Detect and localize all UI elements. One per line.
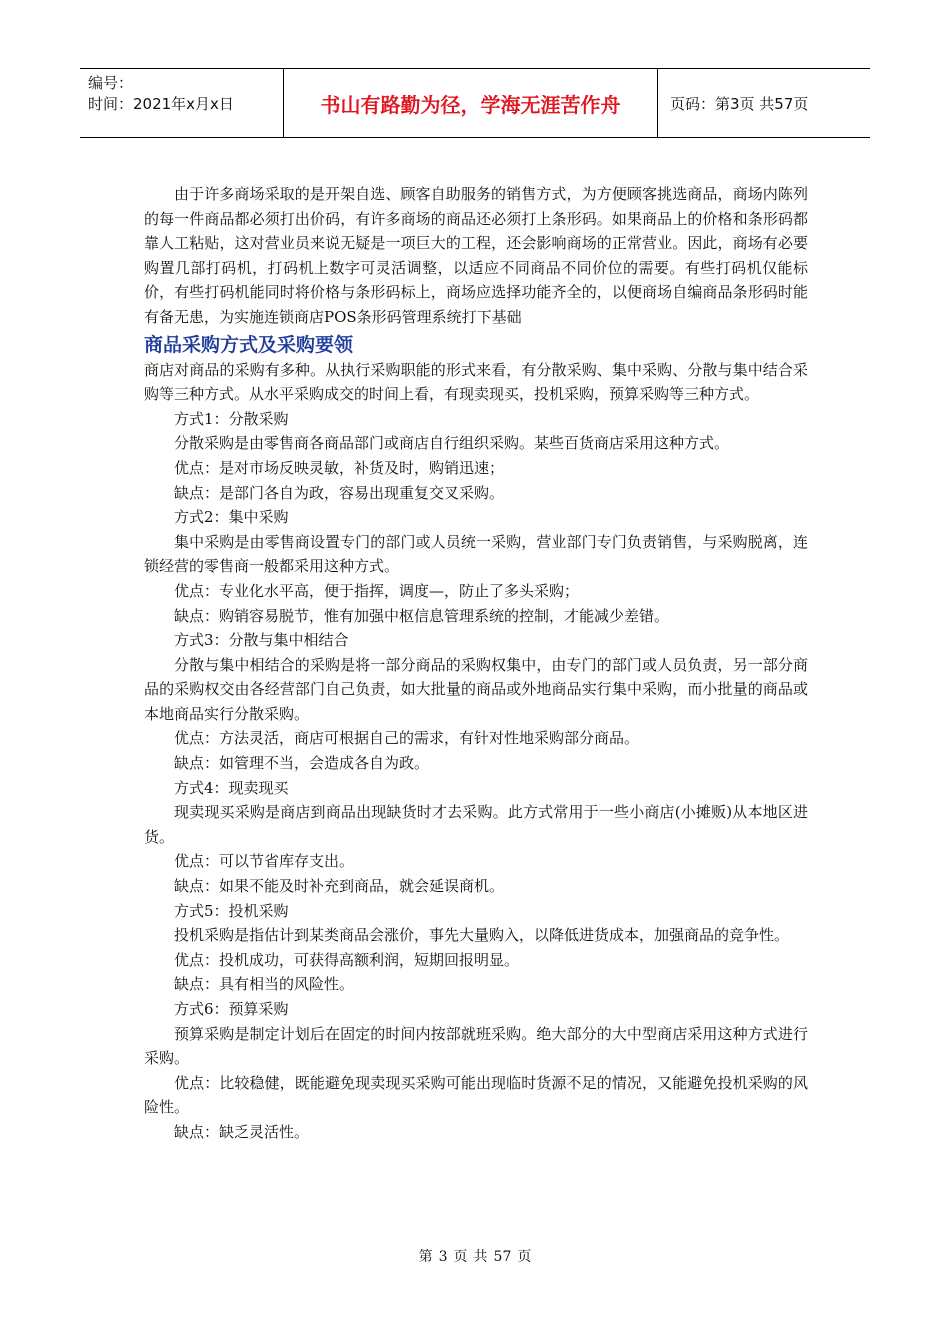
header-left-cell xyxy=(80,69,284,137)
method-desc: 集中采购是由零售商设置专门的部门或人员统一采购，营业部门专门负责销售，与采购脱离，连锁经营的零售商一般都采用这种方式。 xyxy=(144,532,808,576)
document-body xyxy=(144,182,808,1145)
page-footer xyxy=(0,1246,950,1266)
method-pros: 优点：专业化水平高，便于指挥，调度—，防止了多头采购； xyxy=(174,581,580,600)
method-desc: 分散采购是由零售商各商品部门或商店自行组织采购。某些百货商店采用这种方式。 xyxy=(174,434,730,453)
footer-ye: 页 xyxy=(453,1249,468,1265)
method-cons: 缺点：是部门各自为政，容易出现重复交叉采购。 xyxy=(174,483,505,502)
method-desc: 分散与集中相结合的采购是将一部分商品的采购权集中，由专门的部门或人员负责，另一部分商品的采购权交由各经营部门自己负责，如大批量的商品或外地商品实行集中采购，而小批量的商品或本地商品实行分散采购。 xyxy=(144,655,808,723)
footer-page-number: 3 xyxy=(438,1249,448,1265)
method-pros: 优点：可以节省库存支出。 xyxy=(174,852,355,871)
method-desc: 现卖现买采购是商店到商品出现缺货时才去采购。此方式常用于一些小商店(小摊贩)从本地区进货。 xyxy=(144,803,808,846)
footer-total-pages: 57 xyxy=(493,1249,512,1265)
method-title: 方式3：分散与集中相结合 xyxy=(174,631,349,650)
section-intro: 商店对商品的采购有多种。从执行采购职能的形式来看，有分散采购、集中采购、分散与集中结合采购等三种方式。从水平采购成交的时间上看，有现卖现买，投机采购，预算采购等三种方式。 xyxy=(144,360,808,404)
page-header xyxy=(80,68,870,138)
footer-ye: 页 xyxy=(517,1249,532,1265)
method-pros: 优点：方法灵活，商店可根据自己的需求，有针对性地采购部分商品。 xyxy=(174,729,640,748)
method-title: 方式5：投机采购 xyxy=(174,901,289,920)
header-page-info: 页码：第3页 共57页 xyxy=(670,94,809,113)
doc-time-label: 时间：2021年x月x日 xyxy=(88,95,234,113)
method-title: 方式4：现卖现买 xyxy=(174,778,289,797)
method-pros: 优点：是对市场反映灵敏，补货及时，购销迅速； xyxy=(174,458,505,477)
method-desc: 投机采购是指估计到某类商品会涨价，事先大量购入，以降低进货成本，加强商品的竞争性。 xyxy=(174,926,790,945)
section-title: 商品采购方式及采购要领 xyxy=(144,333,354,356)
method-cons: 缺点：具有相当的风险性。 xyxy=(174,975,355,994)
method-title: 方式1：分散采购 xyxy=(174,409,289,428)
doc-number-label: 编号： xyxy=(88,74,134,92)
header-motto: 书山有路勤为径，学海无涯苦作舟 xyxy=(284,69,658,137)
method-title: 方式6：预算采购 xyxy=(174,1000,289,1018)
method-cons: 缺点：购销容易脱节，惟有加强中枢信息管理系统的控制，才能减少差错。 xyxy=(174,606,670,625)
method-desc: 预算采购是制定计划后在固定的时间内按部就班采购。绝大部分的大中型商店采用这种方式进行采购。 xyxy=(144,1024,808,1068)
method-cons: 缺点：如管理不当，会造成各自为政。 xyxy=(174,754,430,773)
footer-gong: 共 xyxy=(473,1249,488,1265)
method-cons: 缺点：缺乏灵活性。 xyxy=(174,1122,310,1141)
footer-di: 第 xyxy=(418,1249,433,1265)
method-title: 方式2：集中采购 xyxy=(174,508,289,527)
method-cons: 缺点：如果不能及时补充到商品，就会延误商机。 xyxy=(174,877,505,896)
method-pros: 优点：比较稳健，既能避免现卖现买采购可能出现临时货源不足的情况，又能避免投机采购的风险性。 xyxy=(144,1073,808,1117)
method-pros: 优点：投机成功，可获得高额利润，短期回报明显。 xyxy=(174,950,520,969)
intro-paragraph: 由于许多商场采取的是开架自选、顾客自助服务的销售方式，为方便顾客挑选商品，商场内陈列的每一件商品都必须打出价码，有许多商场的商品还必须打上条形码。如果商品上的价格和条形码都靠人工粘贴，这对营业员来说无疑是一项巨大的工程，还会影响商场的正常营业。因此，商场有必要购置几部打码机，打码机上数字可灵活调整，以适应不同商品不同价位的需要。有些打码机仅能标价，有些打码机能同时将价格与条形码标上，商场应选择功能齐全的，以便商场自编商品条形码时能有备无患，为实施连锁商店POS条形码管理系统打下基础 xyxy=(144,185,808,326)
